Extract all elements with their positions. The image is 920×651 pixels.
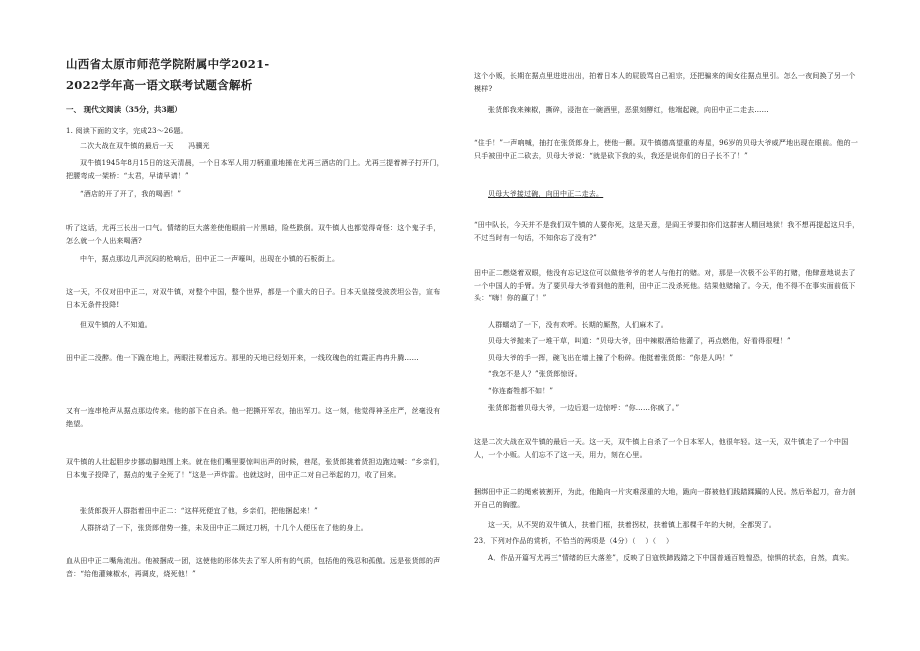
option-a: A．作品开篇写尤再三“情绪的巨大落差”，反映了日寇铁蹄践踏之下中国普通百姓惶恐，惊惧的状态，自然，真实。	[488, 554, 854, 562]
document-title-line-1: 山西省太原市师范学院附属中学2021-	[66, 57, 270, 71]
paragraph: 贝母大爷的手一挥，碗飞出在墙上撞了个粉碎。他挺着张货郎：“你是人吗！”	[488, 354, 734, 362]
section-heading: 一、 现代文阅读（35分，共3题）	[66, 105, 182, 114]
paragraph: 这个小贩，长期在据点里进进出出，拍着日本人的屁股骂自己祖宗，还把骗来的闺女往据点里引。怎么一夜间换了另一个模样?	[474, 72, 856, 93]
paragraph: 张货郎我来辣椒，撕碎，浸泡在一碗酒里，恶狠刻酵红，他端起碗，向田中正二走去……	[488, 106, 769, 114]
paragraph: 又有一连串枪声从据点那边传来。他的部下在自杀。他一把撕开军衣，抽出军刀。这一刻，他觉得神圣庄严，丝毫没有绝望。	[66, 407, 441, 428]
paragraph: 但双牛镇的人不知道。	[80, 321, 152, 329]
paragraph: 田中正二没醉。他一下跪在地上，两眼注视着远方。那里的天地已经划开来，一线玫瑰色的红霞正冉冉升腾……	[66, 354, 419, 362]
paragraph: 双牛镇的人壮起胆步步挪动脚地围上来。就在他们嘴里要惊叫出声的时候，巷尾，张货郎挑着货担边跑边喊：“乡亲们，日本鬼子投降了，据点的鬼子全死了！”这是一声炸雷。也就这时，田中正二对自己举起的刀，收了回来。	[66, 458, 445, 479]
paragraph: 这是二次大战在双牛镇的最后一天。这一天，双牛镇上自杀了一个日本军人，他很年轻。这一天，双牛镇走了一个中国人，一个小贩。人们忘不了这一天，用力，刻在心里。	[474, 438, 849, 459]
paragraph: 血从田中正二嘴角流出。他被捆成一团，这使他的形体失去了军人所有的气质，包括他的残忍和孤傲。远是张货郎的声音：“给他灌辣椒水，再调皮，烧死他！”	[66, 557, 441, 578]
paragraph: 捆绑田中正二的绳索被割开，为此，他跪向一片灾难深重的大地，跪向一群被他们践踏蹂躏的人民。然后举起刀，奋力剖开自己的胸膛。	[474, 488, 856, 509]
question-23: 23．下列对作品的赏析，不恰当的两项是（4分）（ ）（ ）	[474, 537, 674, 545]
paragraph: “田中队长，今天并不是我们双牛镇的人要你死，这是天意，是阎王爷要扣你们这群害人精回地狱！我不想再提起这只手，不过当时有一句话，不知你忘了没有?”	[474, 221, 860, 242]
paragraph: 听了这话，尤再三长出一口气。情绪的巨大落差使他眼前一片黑暗，险些跌倒。双牛镇人也都觉得奇怪：这个鬼子手，怎么就一个人出来喝酒?	[66, 224, 441, 245]
paragraph: 双牛镇1945年8月15日的这天清晨，一个日本军人用刀柄重重地捶在尤再三酒店的门上。尤再三提着裤子打开门，把腰弯成一架桥：“太君，早请早请！”	[66, 159, 444, 180]
paragraph: 这一天，从不哭的双牛镇人，扶着门框，扶着拐杖，扶着镇上那棵千年的大树，全都哭了。	[488, 521, 776, 529]
paragraph: 张货郎拨开人群指着田中正二：“这样死便宜了他，乡亲们，把他捆起来！”	[80, 507, 318, 515]
paragraph: 这一天，不仅对田中正二，对双牛镇，对整个中国，整个世界，都是一个重大的日子。日本天皇接受波茨坦公告，宣布日本无条件投降!	[66, 288, 441, 309]
paragraph: “我怎不是人？”张货郎惊讶。	[488, 370, 582, 378]
question-intro: 1. 阅读下面的文字，完成23～26题。	[66, 127, 188, 135]
paragraph: 田中正二燃烧着双眼，他没有忘记这位可以做他爷爷的老人与他打的赌。对，那是一次极不公平的打赌，他肆意地说去了一个中国人的手臂。为了要贝母大爷看到他的胜利，田中正二没杀死他。结果他赌输了。今天，他不得不在事实面前低下头：“嗨！你的赢了！”	[474, 269, 856, 302]
story-title: 二次大战在双牛镇的最后一天 冯骥光	[80, 142, 210, 150]
paragraph: 贝母大爷抛来了一堆干草，叫道：“贝母大爷，田中辣椒酒给他灌了，再点燃他，好看得很哩！”	[488, 337, 791, 345]
underlined-sentence: 贝母大爷接过碗，向田中正二走去。	[488, 190, 604, 198]
paragraph: 张货郎指着贝母大爷，一边后退一边惊呼：“你……你疯了。”	[488, 404, 680, 412]
paragraph: “你连畜牲都不如！”	[488, 387, 554, 395]
paragraph: “酒店的开了开了，我的喝酒！”	[80, 190, 182, 198]
document-title-line-2: 2022学年高一语文联考试题含解析	[66, 78, 253, 92]
paragraph: “住手！”一声吶喊，抽打在张货郎身上，使他一颤。双牛镇德高望重的寿星，96岁的贝母大爷威严地出现在眼前。他的一只手被田中正二砍去，贝母大爷说：“就是砍下我的头，我还是说你们的日子长不了！”	[474, 139, 859, 160]
paragraph: 中午，据点那边几声沉闷的枪响后，田中正二一声嚎叫，出现在小镇的石板街上。	[80, 255, 340, 263]
paragraph: 人群蠕动了一下，没有欢呼。长期的厮熬，人们麻木了。	[488, 321, 668, 329]
paragraph: 人群挤动了一下，张货郎借势一推，未及田中正二顾过刀柄，十几个人便压在了他的身上。	[80, 524, 368, 532]
